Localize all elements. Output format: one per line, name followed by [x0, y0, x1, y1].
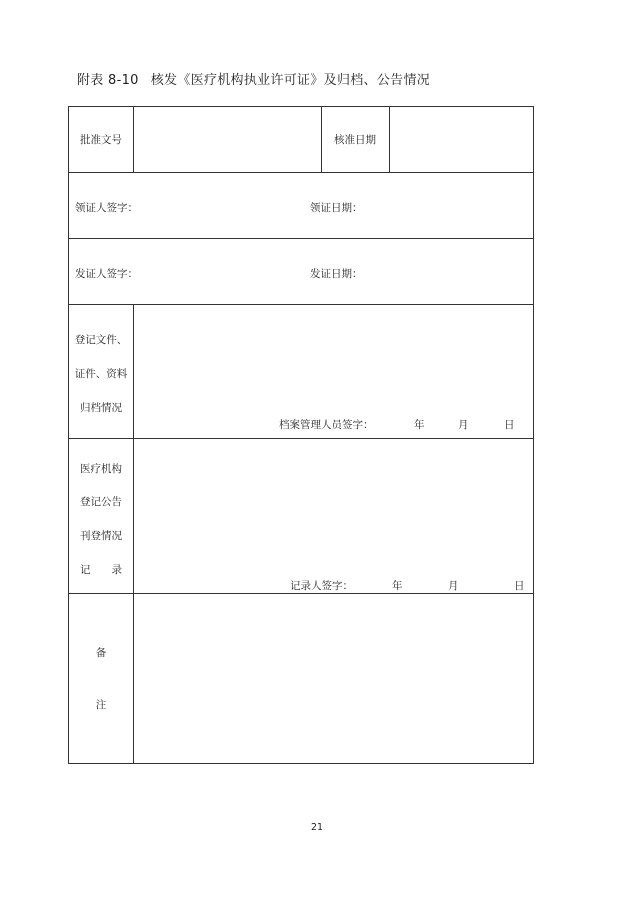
remarks-label-line: 注 [95, 699, 107, 711]
approval-date-field[interactable] [391, 109, 531, 169]
receive-date-label: 领证日期： [310, 202, 363, 214]
divider [133, 107, 134, 172]
archive-label-line: 登记文件、 [74, 334, 128, 346]
approval-date-label: 核准日期 [334, 134, 376, 146]
row-publication [69, 439, 533, 594]
form-table [68, 106, 534, 764]
appendix-number: 附表 8-10 [77, 73, 139, 88]
month-label: 月 [458, 419, 469, 431]
publication-label-line: 登记公告 [80, 496, 122, 508]
remarks-field[interactable] [135, 596, 531, 760]
approval-number-field[interactable] [135, 109, 319, 169]
receiver-signature-label: 领证人签字： [75, 202, 138, 214]
row-receiver [69, 173, 533, 239]
publication-label-line: 记 录 [80, 564, 122, 576]
recorder-signature-label: 记录人签字： [290, 580, 353, 592]
day-label: 日 [504, 419, 515, 431]
document-title [77, 69, 430, 88]
issuer-signature-label: 发证人签字： [75, 268, 138, 280]
row-issuer [69, 239, 533, 305]
divider [321, 107, 322, 172]
year-label: 年 [414, 419, 425, 431]
row-archive [69, 305, 533, 439]
divider [133, 305, 134, 438]
archive-label-line: 证件、资料 [74, 368, 128, 380]
publication-label-line: 刊登情况 [80, 530, 122, 542]
page-number: 21 [310, 822, 324, 833]
year-label: 年 [392, 580, 403, 592]
month-label: 月 [448, 580, 459, 592]
day-label: 日 [514, 580, 525, 592]
row-remarks [69, 594, 533, 763]
archive-manager-signature-label: 档案管理人员签字： [279, 419, 374, 431]
row-approval [69, 107, 533, 173]
issue-date-label: 发证日期： [310, 268, 363, 280]
divider [133, 594, 134, 763]
remarks-label-line: 备 [95, 647, 107, 659]
archive-label-line: 归档情况 [80, 402, 122, 414]
approval-number-label: 批准文号 [80, 134, 122, 146]
title-text: 核发《医疗机构执业许可证》及归档、公告情况 [150, 73, 431, 88]
divider [133, 439, 134, 593]
publication-label-line: 医疗机构 [80, 463, 122, 475]
divider [389, 107, 390, 172]
